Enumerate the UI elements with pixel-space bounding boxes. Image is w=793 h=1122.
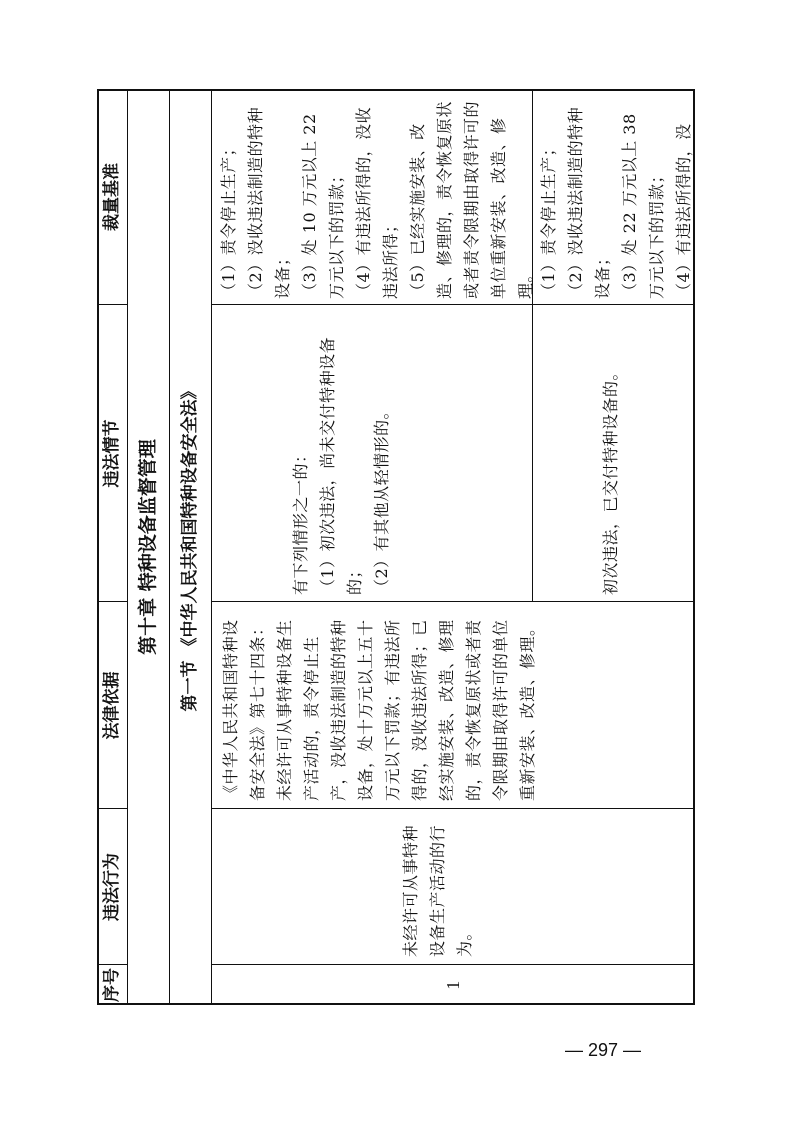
std2-line-2: （2）没收违法制造的特种设备；: [566, 106, 612, 299]
std2-line-4: （4）有违法所得的，没: [674, 123, 693, 299]
circ1-line-1: 有下列情形之一的：: [291, 446, 310, 595]
std1-line-3: （3）处 10 万元以上 22 万元以下的罚款；: [300, 113, 346, 299]
section-title: 第一节 《中华人民共和国特种设备安全法》: [180, 382, 200, 712]
circ1-line-2: （1）初次违法，尚未交付特种设备的；: [318, 336, 364, 595]
standard-2: [535, 94, 697, 299]
chapter-title: 第十章 特种设备监督管理: [137, 439, 159, 655]
circumstance-1: [287, 309, 395, 595]
row-act: 未经许可从事特种设备生产活动的行为。: [401, 824, 474, 957]
header-standard: 裁量基准: [102, 163, 122, 231]
row-basis: 《中华人民共和国特种设备安全法》第七十四条：未经许可从事特种设备生产活动的，责令停止生产，没收违法制造的特种设备，处十万元以上五十万元以下罚款；有违法所得的，没收违法所得；已经实施安装、改造、修理的，责令恢复原状或者责令限期由取得许可的单位重新安装、改造、修理。: [221, 619, 537, 801]
circ1-line-3: （2）有其他从轻情形的。: [372, 402, 391, 595]
std1-line-1: （1）责令停止生产；: [219, 139, 238, 299]
circumstance-2: 初次违法，已交付特种设备的。: [601, 363, 620, 595]
header-circumstance: 违法情节: [102, 419, 122, 488]
regulation-table: [97, 89, 695, 1005]
header-basis: 法律依据: [102, 671, 122, 740]
header-act: 违法行为: [102, 853, 122, 921]
page-number: — 297 —: [565, 1040, 642, 1060]
standard-1: [215, 94, 539, 299]
std1-line-5: （5）已经实施安装、改造、修理的，责令恢复原状或者责令限期由取得许可的单位重新安装、改造、修理。: [408, 100, 535, 299]
std1-line-2: （2）没收违法制造的特种设备；: [246, 106, 292, 299]
std1-line-4: （4）有违法所得的，没收违法所得；: [354, 106, 400, 299]
row-seq: 1: [443, 980, 463, 990]
std2-line-3: （3）处 22 万元以上 38 万元以下的罚款；: [620, 113, 666, 299]
std2-line-1: （1）责令停止生产；: [539, 139, 558, 299]
header-seq: 序号: [102, 968, 122, 1002]
